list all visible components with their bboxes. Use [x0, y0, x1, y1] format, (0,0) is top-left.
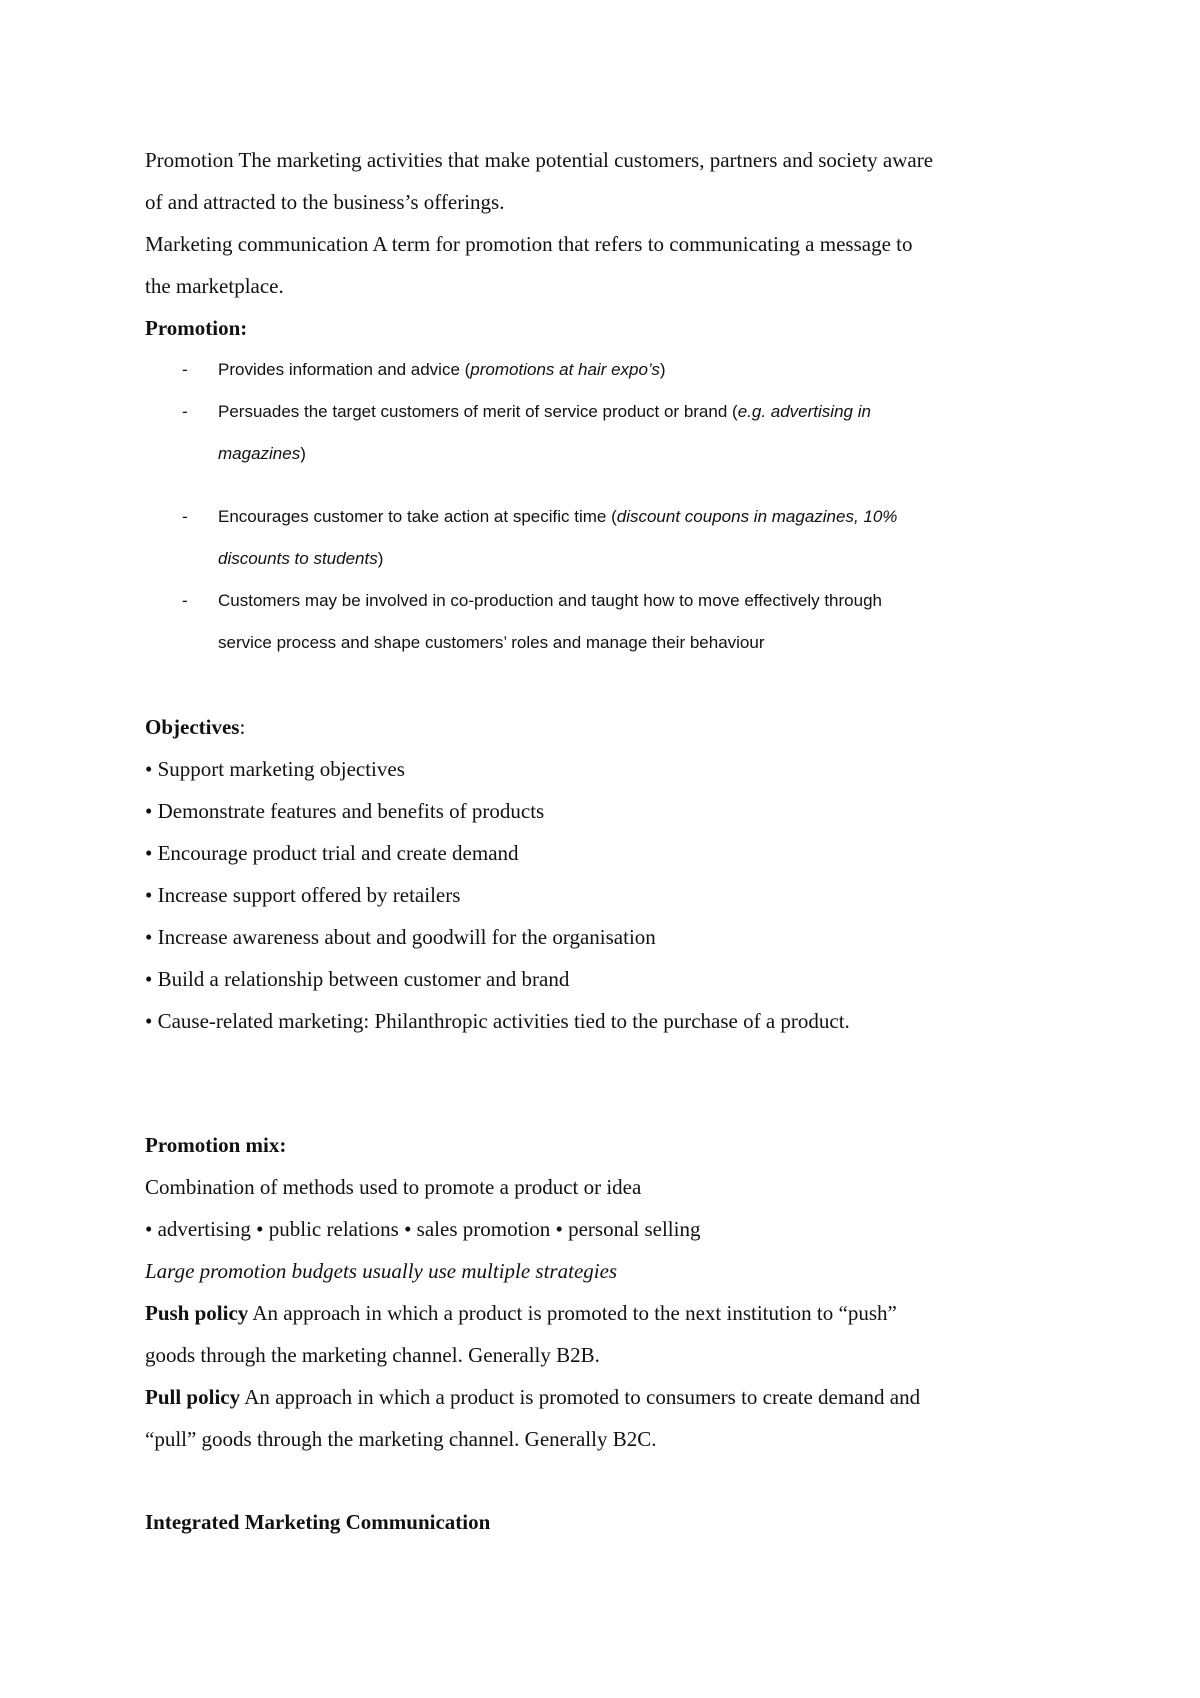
promotion-mix-note: Large promotion budgets usually use multiple strategies	[145, 1259, 618, 1283]
objective-item: • Increase awareness about and goodwill for the organisation	[145, 925, 656, 949]
promotion-item-3-line-1: Encourages customer to take action at specific time (discount coupons in magazines, 10%	[218, 507, 898, 526]
promotion-item-3-line-2: discounts to students)	[218, 549, 384, 568]
objective-item: • Increase support offered by retailers	[145, 883, 461, 907]
promotion-definition-line-2: of and attracted to the business’s offerings.	[145, 190, 505, 214]
promotion-mix-methods: • advertising • public relations • sales promotion • personal selling	[145, 1217, 701, 1241]
promotion-mix-definition: Combination of methods used to promote a product or idea	[145, 1175, 642, 1199]
dash-marker: -	[182, 507, 188, 526]
marketing-communication-definition-line-1: Marketing communication A term for promotion that refers to communicating a message to	[145, 232, 913, 256]
promotion-item-1: Provides information and advice (promotions at hair expo’s)	[218, 360, 666, 379]
objective-item: • Demonstrate features and benefits of products	[145, 799, 545, 823]
promotion-definition-line-1: Promotion The marketing activities that make potential customers, partners and society aware	[145, 148, 934, 172]
promotion-heading: Promotion:	[145, 316, 248, 340]
push-policy-line-2: goods through the marketing channel. Generally B2B.	[145, 1343, 600, 1367]
promotion-item-4-line-1: Customers may be involved in co-production and taught how to move effectively through	[218, 591, 882, 610]
promotion-item-2-line-1: Persuades the target customers of merit of service product or brand (e.g. advertising in	[218, 402, 871, 421]
promotion-mix-heading: Promotion mix:	[145, 1133, 287, 1157]
dash-marker: -	[182, 591, 188, 610]
objective-item: • Support marketing objectives	[145, 757, 405, 781]
promotion-item-4-line-2: service process and shape customers’ roles and manage their behaviour	[218, 633, 765, 652]
dash-marker: -	[182, 402, 188, 421]
objectives-heading: Objectives:	[145, 715, 246, 739]
pull-policy-line-2: “pull” goods through the marketing channel. Generally B2C.	[145, 1427, 657, 1451]
objective-item: • Encourage product trial and create demand	[145, 841, 519, 865]
promotion-item-2-line-2: magazines)	[218, 444, 306, 463]
imc-heading: Integrated Marketing Communication	[145, 1510, 491, 1534]
marketing-communication-definition-line-2: the marketplace.	[145, 274, 284, 298]
pull-policy-line-1: Pull policy An approach in which a product is promoted to consumers to create demand and	[145, 1385, 921, 1409]
objective-item: • Cause-related marketing: Philanthropic activities tied to the purchase of a product.	[145, 1009, 850, 1033]
dash-marker: -	[182, 360, 188, 379]
objective-item: • Build a relationship between customer and brand	[145, 967, 570, 991]
push-policy-line-1: Push policy An approach in which a product is promoted to the next institution to “push”	[145, 1301, 897, 1325]
